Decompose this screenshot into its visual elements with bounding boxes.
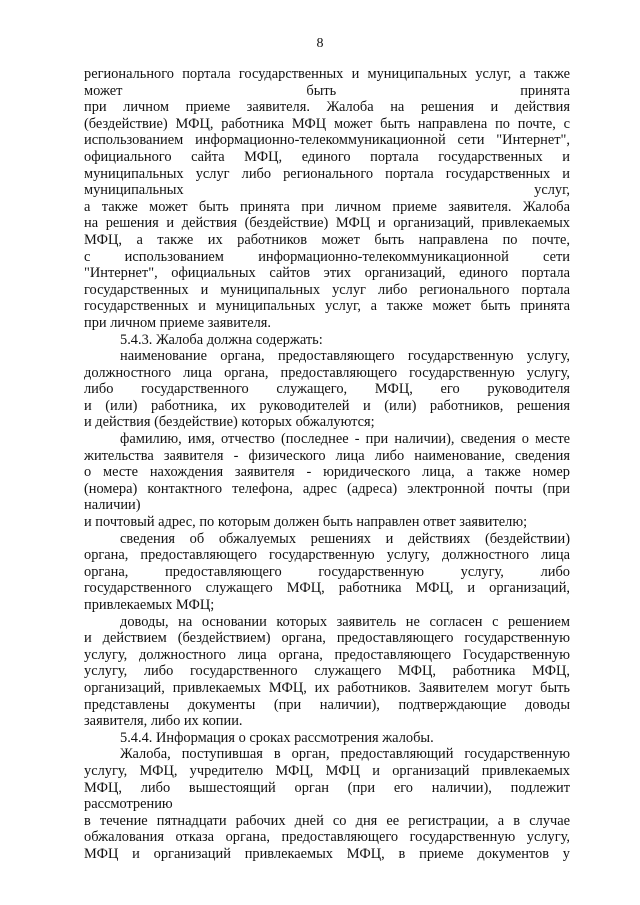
text-line: "Интернет", официальных сайтов этих организаций, единого портала	[84, 265, 570, 282]
text-line: государственных и муниципальных услуг либо регионального портала	[84, 281, 570, 298]
text-line: наименование органа, предоставляющего государственную услугу,	[120, 348, 570, 365]
text-line: жительства заявителя - физического лица либо наименование, сведения	[84, 447, 570, 464]
text-line: услугу, либо государственного служащего МФЦ, работника МФЦ,	[84, 663, 570, 680]
text-line: в течение пятнадцати рабочих дней со дня ее регистрации, а в случае	[84, 812, 570, 829]
text-line: рассмотрению	[84, 796, 173, 813]
text-line: при личном приеме заявителя.	[84, 314, 271, 331]
text-line: а также может быть принята при личном приеме заявителя. Жалоба	[84, 198, 570, 215]
text-line: МФЦ и организаций привлекаемых МФЦ, в приеме документов у	[84, 845, 570, 862]
text-line: при личном приеме заявителя. Жалоба на решения и действия	[84, 99, 570, 116]
text-line: может быть принята	[84, 82, 570, 99]
text-line: о месте нахождения заявителя - юридического лица, а также номер	[84, 464, 570, 481]
text-line: с использованием информационно-телекоммуникационной сети	[84, 248, 570, 265]
document-body	[84, 66, 570, 863]
text-line: услугу, должностного лица органа, предоставляющего Государственную	[84, 646, 570, 663]
text-line: доводы, на основании которых заявитель не согласен с решением	[120, 613, 570, 630]
page-number: 8	[316, 36, 324, 51]
text-line: услугу, МФЦ, учредителю МФЦ, МФЦ и организаций привлекаемых	[84, 762, 570, 779]
text-line: (номера) контактного телефона, адрес (адреса) электронной почты (при	[84, 480, 570, 497]
text-line: государственных и муниципальных услуг, а также может быть принята	[84, 298, 570, 315]
text-line: фамилию, имя, отчество (последнее - при наличии), сведения о месте	[120, 431, 570, 448]
text-line: и (или) работника, их руководителей и (или) работников, решения	[84, 397, 570, 414]
text-line: государственного служащего МФЦ, работника МФЦ, и организаций,	[84, 580, 570, 597]
text-line: муниципальных услуг либо регионального портала государственных и	[84, 165, 570, 182]
text-line: организаций, привлекаемых МФЦ, их работников. Заявителем могут быть	[84, 679, 570, 696]
text-line: Жалоба, поступившая в орган, предоставляющий государственную	[120, 746, 570, 763]
text-line: использованием информационно-телекоммуникационной сети "Интернет",	[84, 132, 570, 149]
text-line: сведения об обжалуемых решениях и действиях (бездействии)	[120, 530, 570, 547]
text-line: и почтовый адрес, по которым должен быть направлен ответ заявителю;	[84, 514, 528, 531]
text-line: органа, предоставляющего государственную услугу, должностного лица	[84, 547, 570, 564]
text-line: 5.4.3. Жалоба должна содержать:	[120, 331, 323, 348]
text-line: и действия (бездействие) которых обжалуются;	[84, 414, 375, 431]
text-line: МФЦ, а также их работников может быть направлена по почте,	[84, 231, 570, 248]
text-line: должностного лица органа, предоставляющего государственную услугу,	[84, 364, 570, 381]
text-line: муниципальных услуг,	[84, 182, 570, 199]
text-line: на решения и действия (бездействие) МФЦ и организаций, привлекаемых	[84, 215, 570, 232]
text-line: официального сайта МФЦ, единого портала государственных и	[84, 148, 570, 165]
text-line: (бездействие) МФЦ, работника МФЦ может быть направлена по почте, с	[84, 115, 570, 132]
text-line: представлены документы (при наличии), подтверждающие доводы	[84, 696, 570, 713]
text-line: привлекаемых МФЦ;	[84, 597, 215, 613]
text-line: обжалования отказа органа, предоставляющего государственную услугу,	[84, 829, 570, 846]
text-line: либо государственного служащего, МФЦ, его руководителя	[84, 381, 570, 398]
text-line: регионального портала государственных и муниципальных услуг, а также	[84, 66, 570, 82]
text-line: наличии)	[84, 497, 141, 514]
text-line: МФЦ, либо вышестоящий орган (при его наличии), подлежит	[84, 779, 570, 796]
text-line: 5.4.4. Информация о сроках рассмотрения жалобы.	[120, 729, 434, 746]
text-line: заявителя, либо их копии.	[84, 713, 243, 730]
text-line: органа, предоставляющего государственную услугу, либо	[84, 563, 570, 580]
text-line: и действием (бездействием) органа, предоставляющего государственную	[84, 630, 570, 647]
